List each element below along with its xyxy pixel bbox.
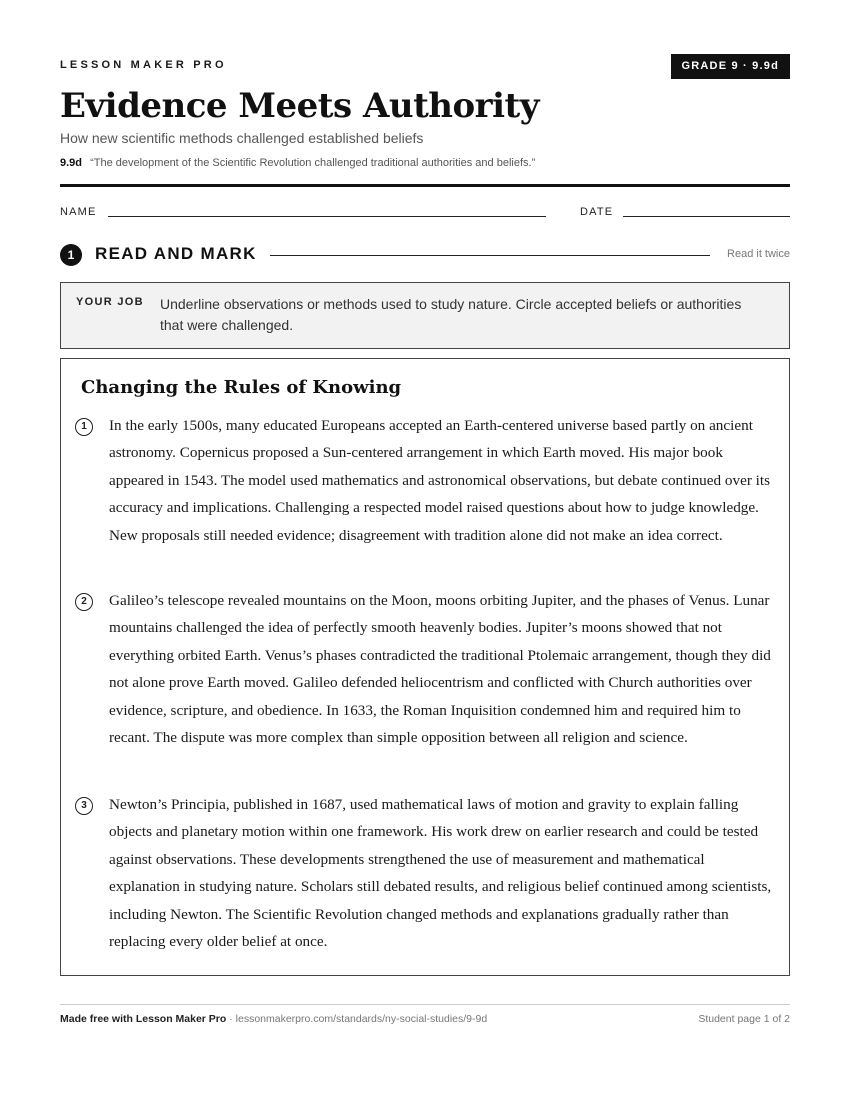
header-divider — [60, 184, 790, 187]
footer-url[interactable]: lessonmakerpro.com/standards/ny-social-studies/9-9d — [235, 1013, 488, 1025]
section-number-badge: 1 — [60, 244, 82, 266]
name-label: NAME — [60, 206, 97, 218]
section-rule — [270, 255, 710, 256]
paragraph-text: Newton’s Principia, published in 1687, used mathematical laws of motion and gravity to explain falling objects and planetary motion within one framework. His work drew on earlier research and could be tested against observations. These developments strengthened the use of measurement and mathematical explanation in studying nature. Scholars still debated results, and religious belief continued among scientists, including Newton. The Scientific Revolution changed methods and explanations gradually rather than replacing every older belief at once. — [109, 796, 772, 951]
instructions-label: YOUR JOB — [76, 296, 144, 308]
footer-divider — [60, 1004, 790, 1005]
standard-line — [60, 157, 535, 169]
paragraph-text: Galileo’s telescope revealed mountains on the Moon, moons orbiting Jupiter, and the phases of Venus. Lunar mountains challenged the idea of perfectly smooth heavenly bodies. Jupiter’s moons showed that not everything orbited Earth. Venus’s phases contradicted the traditional Ptolemaic arrangement, though they did not alone prove Earth moved. Galileo defended heliocentrism and conflicted with Church authorities over evidence, scripture, and obedience. In 1633, the Roman Inquisition condemned him and required him to recant. The dispute was more complex than simple opposition between all religion and science. — [109, 592, 771, 747]
section-hint: Read it twice — [727, 248, 790, 260]
top-bar — [60, 54, 790, 80]
paragraph-number: 2 — [75, 593, 93, 611]
instructions-box — [60, 282, 790, 349]
name-field[interactable] — [108, 216, 546, 217]
section-header — [60, 243, 790, 267]
worksheet-page — [60, 0, 790, 1100]
instructions-text: Underline observations or methods used to study nature. Circle accepted beliefs or authorities that were challenged. — [160, 296, 742, 333]
date-field[interactable] — [623, 216, 790, 217]
standard-text: “The development of the Scientific Revolution challenged traditional authorities and beliefs.” — [90, 157, 536, 169]
brand-wordmark: LESSON MAKER PRO — [60, 59, 227, 71]
footer-separator: · — [226, 1013, 236, 1025]
page-title: Evidence Meets Authority — [60, 86, 539, 126]
reading-passage — [60, 358, 790, 976]
page-subtitle: How new scientific methods challenged established beliefs — [60, 130, 424, 146]
paragraph-number: 3 — [75, 797, 93, 815]
date-label: DATE — [580, 206, 614, 218]
section-title: READ AND MARK — [95, 244, 257, 263]
paragraph-number: 1 — [75, 418, 93, 436]
page-indicator: Student page 1 of 2 — [698, 1013, 790, 1025]
paragraph-text: In the early 1500s, many educated Europeans accepted an Earth-centered universe based partly on ancient astronomy. Copernicus proposed a Sun-centered arrangement in which Earth moved. His major book appeared in 1543. The model used mathematics and astronomical observations, but debate continued over its accuracy and implications. Challenging a respected model raised questions about how to judge knowledge. New proposals still needed evidence; disagreement with tradition alone did not make an idea correct. — [109, 417, 771, 544]
reading-title: Changing the Rules of Knowing — [81, 377, 402, 398]
standard-code: 9.9d — [60, 157, 83, 169]
footer-brand: Made free with Lesson Maker Pro — [60, 1013, 227, 1025]
footer-credit — [60, 1013, 487, 1025]
grade-badge: GRADE 9 · 9.9d — [671, 54, 791, 79]
